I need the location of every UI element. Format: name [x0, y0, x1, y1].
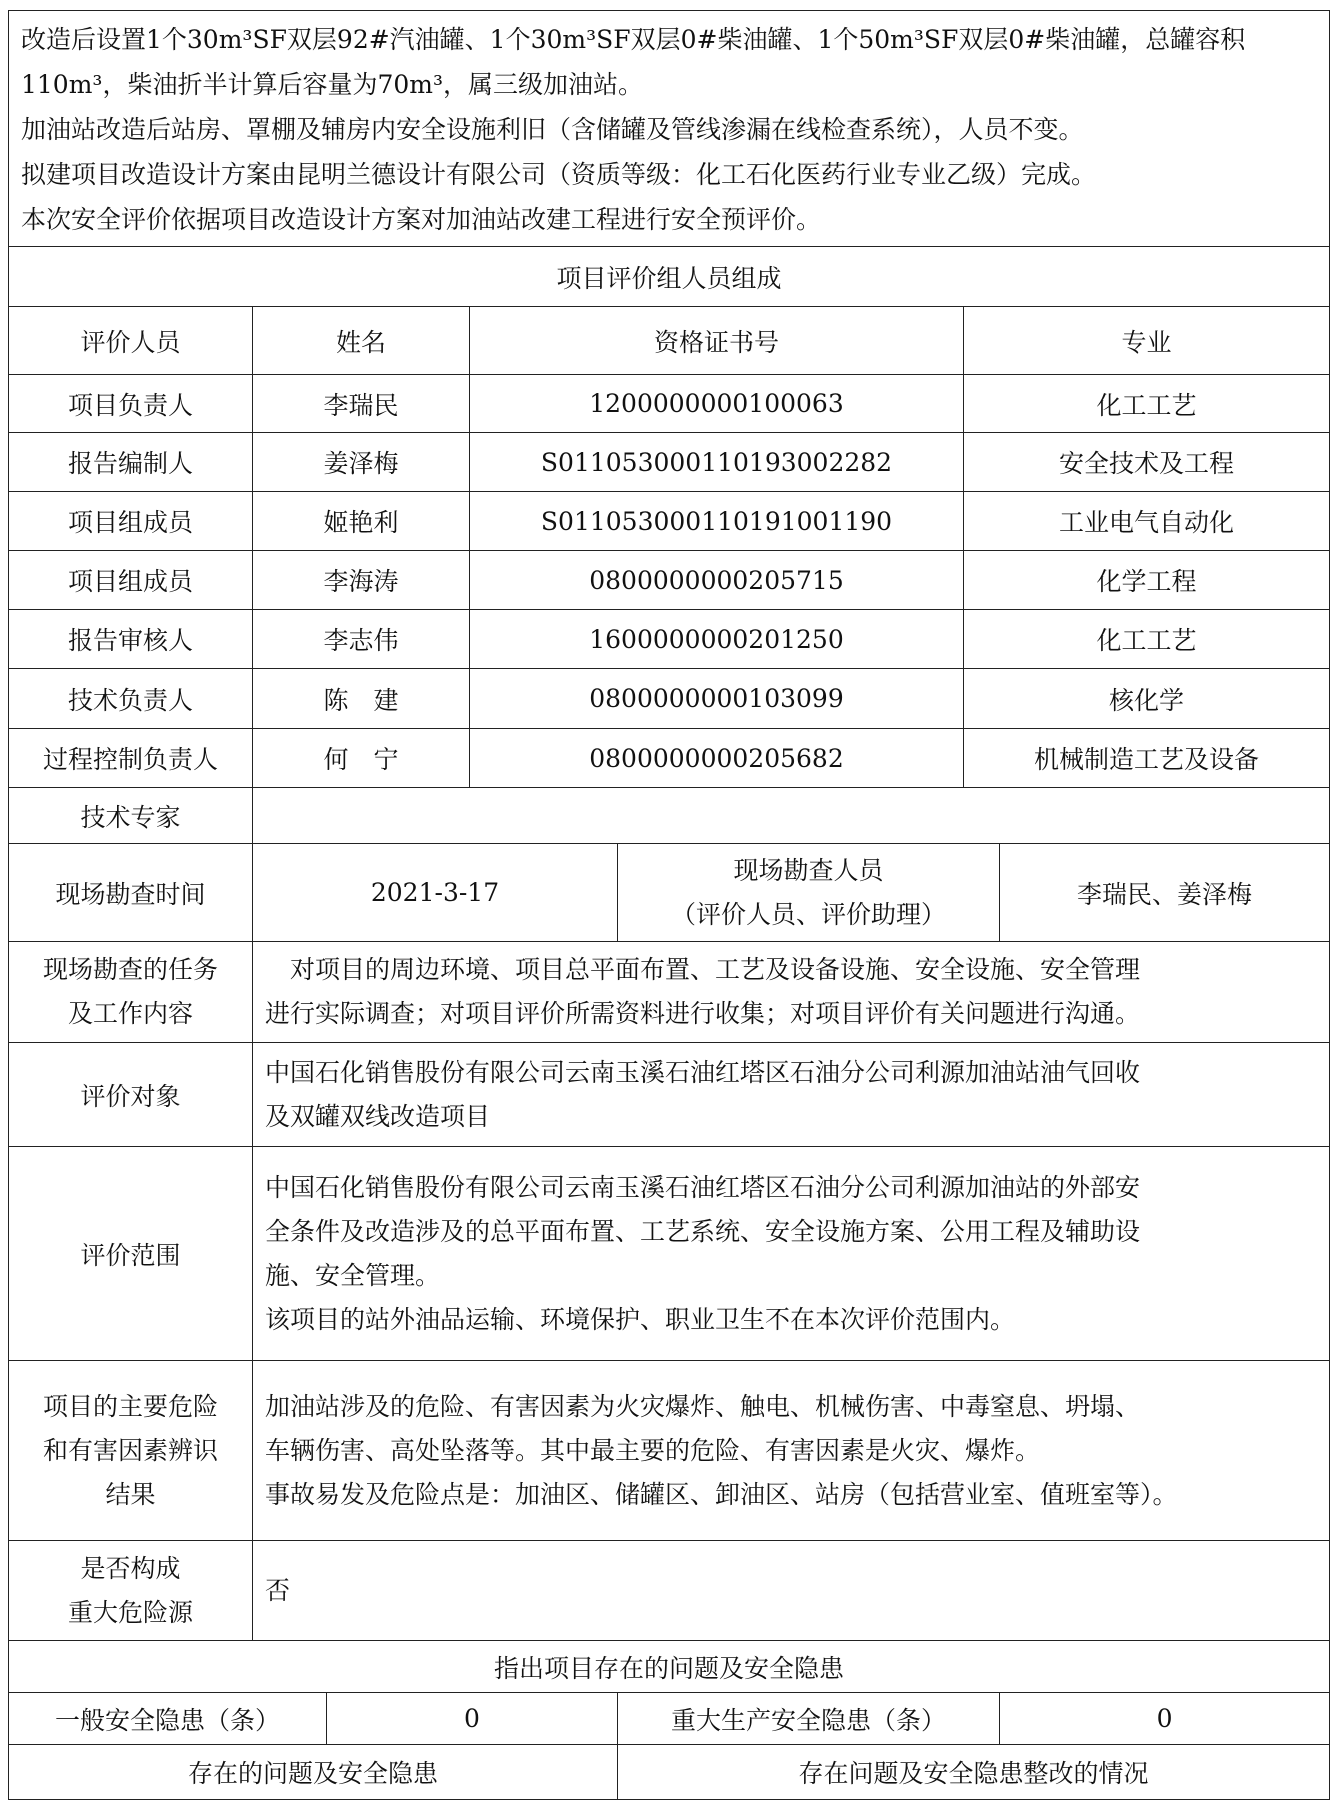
header-major: 专业	[964, 307, 1330, 375]
hazard-text	[253, 1361, 1330, 1541]
major-hazard-label-line: 是否构成	[80, 1553, 181, 1583]
member-cert: 0800000000205715	[470, 551, 964, 610]
expert-label: 技术专家	[9, 788, 253, 844]
team-row	[9, 375, 1330, 433]
intro-line: 拟建项目改造设计方案由昆明兰德设计有限公司（资质等级：化工石化医药行业专业乙级）完成。	[21, 160, 1097, 189]
intro-line: 加油站改造后站房、罩棚及辅房内安全设施利旧（含储罐及管线渗漏在线检查系统），人员不变。	[21, 115, 1084, 144]
member-cert: 0800000000103099	[470, 669, 964, 729]
general-hazard-label: 一般安全隐患（条）	[9, 1693, 327, 1745]
issues-count-row	[9, 1693, 1330, 1745]
member-name: 何 宁	[253, 729, 470, 788]
intro-row	[9, 11, 1330, 247]
major-hazard-label-line: 重大危险源	[67, 1597, 193, 1627]
member-major: 化工工艺	[964, 375, 1330, 433]
scope-row	[9, 1147, 1330, 1361]
team-row	[9, 729, 1330, 788]
member-name: 姜泽梅	[253, 433, 470, 492]
hazard-line: 加油站涉及的危险、有害因素为火灾爆炸、触电、机械伤害、中毒窒息、坍塌、	[265, 1391, 1141, 1421]
member-role: 报告编制人	[9, 433, 253, 492]
major-hazard-count-label: 重大生产安全隐患（条）	[618, 1693, 1000, 1745]
scope-label: 评价范围	[9, 1147, 253, 1361]
team-row	[9, 492, 1330, 551]
member-name: 李瑞民	[253, 375, 470, 433]
member-role: 报告审核人	[9, 610, 253, 669]
member-cert: S011053000110191001190	[470, 492, 964, 551]
member-name: 陈 建	[253, 669, 470, 729]
evaluation-sheet	[8, 10, 1329, 1800]
survey-task-text	[253, 942, 1330, 1043]
major-hazard-row	[9, 1541, 1330, 1641]
hazard-label-line: 结果	[105, 1479, 156, 1509]
team-row	[9, 551, 1330, 610]
member-name: 李志伟	[253, 610, 470, 669]
scope-line: 全条件及改造涉及的总平面布置、工艺系统、安全设施方案、公用工程及辅助设	[265, 1216, 1141, 1246]
intro-line: 改造后设置1个30m³SF双层92#汽油罐、1个30m³SF双层0#柴油罐、1个50m³SF双层0#柴油罐，总罐容积	[21, 25, 1246, 54]
object-row	[9, 1043, 1330, 1147]
survey-staff-label	[618, 844, 1000, 942]
survey-task-label-line: 及工作内容	[67, 999, 193, 1028]
member-major: 工业电气自动化	[964, 492, 1330, 551]
survey-staff-label-line: 现场勘查人员	[733, 855, 884, 885]
issues-col-right: 存在问题及安全隐患整改的情况	[618, 1745, 1330, 1800]
member-major: 机械制造工艺及设备	[964, 729, 1330, 788]
team-title: 项目评价组人员组成	[9, 247, 1330, 307]
member-name: 姬艳利	[253, 492, 470, 551]
intro-line: 本次安全评价依据项目改造设计方案对加油站改建工程进行安全预评价。	[21, 205, 822, 234]
member-role: 项目负责人	[9, 375, 253, 433]
team-header-row	[9, 307, 1330, 375]
hazard-line: 事故易发及危险点是：加油区、储罐区、卸油区、站房（包括营业室、值班室等）。	[265, 1479, 1178, 1509]
hazard-label-line: 和有害因素辨识	[42, 1435, 218, 1465]
survey-task-label	[9, 942, 253, 1043]
survey-time-label: 现场勘查时间	[9, 844, 253, 942]
member-name: 李海涛	[253, 551, 470, 610]
survey-time-value: 2021-3-17	[253, 844, 618, 942]
issues-col-left: 存在的问题及安全隐患	[9, 1745, 618, 1800]
header-name: 姓名	[253, 307, 470, 375]
survey-task-label-line: 现场勘查的任务	[42, 955, 218, 984]
member-role: 项目组成员	[9, 492, 253, 551]
header-cert: 资格证书号	[470, 307, 964, 375]
major-hazard-label	[9, 1541, 253, 1641]
member-major: 核化学	[964, 669, 1330, 729]
header-role: 评价人员	[9, 307, 253, 375]
member-major: 化工工艺	[964, 610, 1330, 669]
member-role: 项目组成员	[9, 551, 253, 610]
survey-staff-label-line: （评价人员、评价助理）	[670, 899, 946, 929]
expert-row	[9, 788, 1330, 844]
member-role: 技术负责人	[9, 669, 253, 729]
evaluation-table	[8, 10, 1330, 1800]
survey-row	[9, 844, 1330, 942]
member-cert: 1600000000201250	[470, 610, 964, 669]
survey-staff-value: 李瑞民、姜泽梅	[1000, 844, 1330, 942]
survey-task-line: 对项目的周边环境、项目总平面布置、工艺及设备设施、安全设施、安全管理	[265, 955, 1141, 984]
survey-task-line: 进行实际调查；对项目评价所需资料进行收集；对项目评价有关问题进行沟通。	[265, 999, 1141, 1028]
scope-line: 该项目的站外油品运输、环境保护、职业卫生不在本次评价范围内。	[265, 1304, 1016, 1334]
major-hazard-value: 否	[253, 1541, 1330, 1641]
team-row	[9, 610, 1330, 669]
scope-line: 施、安全管理。	[265, 1260, 441, 1290]
hazard-label	[9, 1361, 253, 1541]
major-hazard-count: 0	[1000, 1693, 1330, 1745]
object-line: 中国石化销售股份有限公司云南玉溪石油红塔区石油分公司利源加油站油气回收	[265, 1057, 1141, 1087]
member-major: 安全技术及工程	[964, 433, 1330, 492]
member-major: 化学工程	[964, 551, 1330, 610]
issues-title: 指出项目存在的问题及安全隐患	[9, 1641, 1330, 1693]
member-role: 过程控制负责人	[9, 729, 253, 788]
issues-columns-row	[9, 1745, 1330, 1800]
object-label: 评价对象	[9, 1043, 253, 1147]
hazard-row	[9, 1361, 1330, 1541]
member-cert: 1200000000100063	[470, 375, 964, 433]
scope-line: 中国石化销售股份有限公司云南玉溪石油红塔区石油分公司利源加油站的外部安	[265, 1172, 1141, 1202]
member-cert: 0800000000205682	[470, 729, 964, 788]
general-hazard-count: 0	[327, 1693, 618, 1745]
intro-line: 110m³，柴油折半计算后容量为70m³，属三级加油站。	[21, 70, 643, 99]
hazard-label-line: 项目的主要危险	[42, 1391, 218, 1421]
scope-text	[253, 1147, 1330, 1361]
team-row	[9, 669, 1330, 729]
object-line: 及双罐双线改造项目	[265, 1101, 491, 1131]
object-text	[253, 1043, 1330, 1147]
survey-task-row	[9, 942, 1330, 1043]
team-row	[9, 433, 1330, 492]
intro-text	[9, 11, 1330, 247]
expert-value	[253, 788, 1330, 844]
member-cert: S011053000110193002282	[470, 433, 964, 492]
hazard-line: 车辆伤害、高处坠落等。其中最主要的危险、有害因素是火灾、爆炸。	[265, 1435, 1041, 1465]
